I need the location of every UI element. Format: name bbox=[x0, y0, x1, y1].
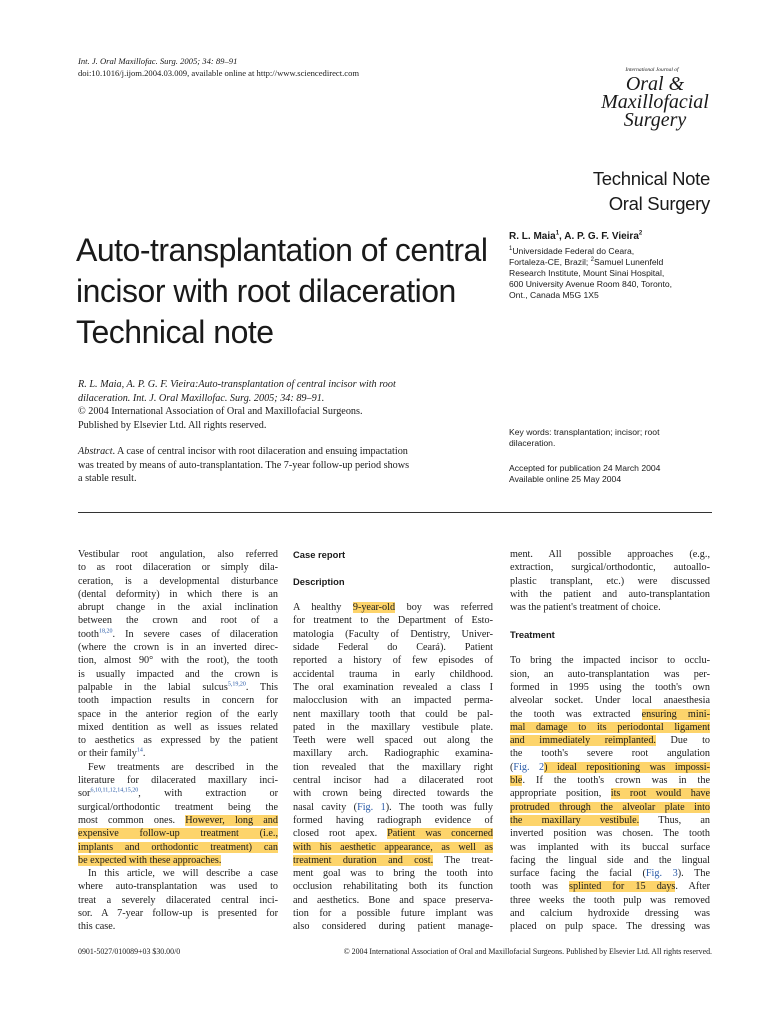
text-line: placed on pulp space. The dressing was bbox=[510, 921, 710, 933]
highlight: ) ideal repositioning was impossi- bbox=[544, 761, 710, 773]
title-line: incisor with root dilaceration bbox=[76, 273, 456, 309]
highlight: be expected with these approaches. bbox=[78, 854, 222, 866]
abstract: Abstract. A case of central incisor with root dilaceration and ensuing impactation was treated by means of auto-transplantation. The 7-year follow-up period shows a stable result. bbox=[78, 446, 410, 484]
reference-citation[interactable]: 5,19,20 bbox=[227, 681, 246, 688]
text-line bbox=[78, 827, 278, 840]
text-line: extraction, surgical/orthodontic, autoallo- bbox=[510, 562, 710, 574]
author-names: R. L. Maia$^1$, A. P. G. F. Vieira$^2$ bbox=[509, 230, 643, 242]
footer-code: 0901-5027/010089+03 $30.00/0 bbox=[78, 947, 181, 956]
text-line bbox=[293, 841, 493, 854]
section-heading-case-report: Case report bbox=[293, 549, 346, 560]
highlight: Patient was concerned bbox=[387, 828, 493, 840]
text-line: between the crown and root of a bbox=[78, 615, 278, 627]
logo-line-1: Oral & bbox=[625, 72, 685, 95]
logo-line-2: Maxillofacial bbox=[601, 90, 709, 113]
text-line: palpable in the labial sulcus$^{5,19,20}$. This bbox=[78, 681, 278, 693]
text-line: the tooth's severe root angulation bbox=[510, 748, 710, 760]
highlight: ensuring mini- bbox=[641, 708, 711, 720]
text-line: (where the crown is in an inverted direc- bbox=[78, 642, 278, 654]
highlight: expensive follow-up treatment (i.e., bbox=[78, 828, 278, 840]
text-line: The oral examination revealed a class I bbox=[293, 681, 493, 693]
column-2 bbox=[293, 548, 493, 934]
text-line: ceration, is a developmental disturbance bbox=[78, 575, 278, 587]
text-line: To bring the impacted incisor to occlu- bbox=[510, 655, 710, 667]
text-line: with the patient and auto-transplantation bbox=[510, 588, 710, 600]
text-line: tion for a possible future implant was bbox=[293, 908, 493, 920]
text-line: mixed dentition as well as issues related bbox=[78, 721, 278, 733]
authors-block bbox=[509, 230, 714, 301]
article-type bbox=[593, 166, 710, 216]
text-line: to aesthetics as expressed by the patient bbox=[78, 735, 278, 747]
text-line bbox=[510, 721, 710, 734]
text-line: malocclusion with an impacted perma- bbox=[293, 695, 493, 707]
abstract-label: Abstract bbox=[78, 446, 113, 457]
text-line: A healthy 9-year-old boy was referred bbox=[293, 602, 494, 614]
text-line: tion revealed that the maxillary right bbox=[293, 761, 493, 773]
text-line: pated in the maxillary vestibule plate. bbox=[293, 721, 493, 733]
text-line: formed in 1995 using the tooth's own bbox=[510, 681, 710, 693]
text-line bbox=[78, 854, 278, 867]
text-line: inverted position was chosen. The tooth bbox=[510, 828, 710, 840]
highlight: implants and orthodontic treatment) can bbox=[78, 841, 278, 853]
publication-dates: Accepted for publication 24 March 2004 Available online 25 May 2004 bbox=[509, 463, 661, 484]
highlight: and immediately reimplanted. bbox=[510, 735, 656, 747]
text-line: was the patient's treatment of choice. bbox=[510, 602, 661, 614]
column-3 bbox=[510, 548, 710, 934]
footer-copyright: © 2004 International Association of Oral and Maxillofacial Surgeons. Published by Elsevier Ltd. All rights reserved. bbox=[343, 947, 712, 956]
text-line: surgical/orthodontic treatment being the bbox=[78, 801, 278, 813]
text-line: also considered during patient manage- bbox=[293, 921, 493, 933]
text-line: tooth impaction results in concern for bbox=[78, 695, 278, 707]
text-line: (Fig. 2) ideal repositioning was impossi- bbox=[510, 761, 710, 773]
text-line bbox=[78, 841, 278, 854]
text-line: sion, an auto-transplantation was per- bbox=[510, 668, 710, 680]
text-line: alveolar socket. Under local anaesthesia bbox=[510, 695, 710, 707]
text-line: plastic transplant, etc.) were discussed bbox=[510, 575, 710, 587]
text-line: tooth was splinted for 15 days. After bbox=[510, 881, 710, 893]
text-line: most common ones. However, long and bbox=[78, 814, 278, 826]
section-heading-treatment: Treatment bbox=[510, 628, 555, 640]
reference-citation[interactable]: 6,10,11,12,14,15,20 bbox=[90, 787, 139, 794]
section-divider bbox=[78, 512, 712, 513]
doi-line: doi:10.1016/j.ijom.2004.03.009, available online at http://www.sciencedirect.com bbox=[78, 67, 360, 78]
text-line: and aesthetics. Bone and space preserva- bbox=[293, 894, 493, 906]
highlight: its root would have bbox=[610, 788, 710, 800]
text-line: sidade Federal do Ceará). Patient bbox=[293, 642, 493, 654]
column-1 bbox=[78, 548, 278, 934]
text-line bbox=[510, 801, 710, 814]
highlight: splinted for 15 days bbox=[569, 881, 676, 893]
highlight: However, long and bbox=[185, 814, 278, 826]
article-type-line-2: Oral Surgery bbox=[608, 193, 710, 214]
figure-1-link[interactable]: Fig. 1 bbox=[357, 801, 386, 813]
text-line: this case. bbox=[78, 921, 116, 933]
text-line: sor$^{6,10,11,12,14,15,20}$, with extraction or bbox=[78, 787, 278, 800]
reference-citation[interactable]: 18,20 bbox=[98, 628, 113, 635]
text-line: maxillary arch. Radiographic examina- bbox=[293, 748, 493, 760]
text-line: tooth$^{18,20}$. In severe cases of dilaceration bbox=[78, 628, 278, 640]
text-line: accidental trauma in early childhood. bbox=[293, 668, 493, 680]
highlight: treatment duration and cost. bbox=[293, 854, 434, 866]
logo-line-3: Surgery bbox=[623, 108, 687, 131]
text-line: the tooth was extracted ensuring mini- bbox=[510, 708, 711, 720]
text-line: and immediately reimplanted. Due to bbox=[510, 735, 710, 747]
article-title bbox=[76, 230, 496, 353]
text-line: surface facing the facial (Fig. 3). The bbox=[510, 868, 710, 880]
text-line: or their family$^{14}$. bbox=[78, 748, 146, 760]
highlight: mal damage to its periodontal ligament bbox=[510, 721, 710, 733]
highlight: ble bbox=[510, 775, 523, 787]
text-line: was implanted with its buccal surface bbox=[510, 841, 710, 853]
journal-reference bbox=[78, 56, 359, 79]
text-line: closed root apex. Patient was concerned bbox=[293, 828, 493, 840]
logo-small-text: International Journal of bbox=[625, 67, 679, 73]
title-line: Auto-transplantation of central bbox=[76, 232, 488, 268]
text-line: treat a severely dilacerated central inci- bbox=[78, 894, 278, 906]
text-line: abrupt change in the axial inclination bbox=[78, 602, 278, 614]
text-line: Vestibular root angulation, also referred bbox=[78, 549, 278, 560]
text-line: nent maxillary tooth that could be pal- bbox=[293, 708, 493, 720]
text-line: ment. All possible approaches (e.g., bbox=[510, 549, 710, 560]
text-line: appropriate position, its root would have bbox=[510, 788, 710, 800]
citation-block: R. L. Maia, A. P. G. F. Vieira:Auto-transplantation of central incisor with root dilaceration. Int. J. Oral Maxillofac. Surg. 2005; 34: 89–91. © 2004 International Association of Oral and Maxillofacial Surgeons. Published by Elsevier Ltd. All rights reserved. bbox=[78, 379, 396, 431]
text-line: three weeks the tooth pulp was removed bbox=[510, 894, 710, 906]
text-line: central incisor had a dilacerated root bbox=[293, 775, 493, 787]
text-line: and calcium hydroxide dressing was bbox=[510, 908, 710, 920]
figure-3-link[interactable]: Fig. 3 bbox=[645, 868, 678, 880]
text-line: for treatment to the Department of Esto- bbox=[293, 615, 493, 627]
text-line: to as root dilaceration or simply dila- bbox=[78, 562, 278, 574]
keywords: Key words: transplantation; incisor; root dilaceration. bbox=[509, 427, 660, 448]
text-line: facing the lingual side and the lingual bbox=[510, 854, 710, 866]
affiliations: $^1$Universidade Federal do Ceara, Fortaleza-CE, Brazil; $^2$Samuel Lunenfeld Research Institute, Mount Sinai Hospital, 600 University Avenue Room 840, Toronto, Ont., Canada M5G 1X5 bbox=[509, 246, 673, 300]
text-line: literature for dilacerated maxillary inci- bbox=[78, 775, 278, 787]
highlight: with his aesthetic appearance, as well as bbox=[293, 841, 493, 853]
text-line: nasal cavity (Fig. 1). The tooth was fully bbox=[293, 801, 494, 813]
text-line: matologia (Faculty of Dentistry, Univer- bbox=[293, 628, 493, 640]
text-line: tion, almost 90° with the root), the tooth bbox=[78, 655, 278, 667]
text-line: ment goal was to bring the tooth into bbox=[293, 868, 493, 880]
text-line: with crown being directed towards the bbox=[293, 788, 493, 800]
highlight: protruded through the alveolar plate into bbox=[510, 801, 710, 813]
text-line: the maxillary vestibule. Thus, an bbox=[510, 814, 711, 826]
highlight: 9-year-old bbox=[352, 602, 396, 614]
section-heading-description: Description bbox=[293, 575, 345, 587]
text-line: occlusion rehabilitating both its function bbox=[293, 881, 493, 893]
text-line: sor. A 7-year follow-up is presented for bbox=[78, 908, 278, 920]
text-line: formed having radiograph evidence of bbox=[293, 814, 493, 826]
figure-2-link[interactable]: Fig. 2 bbox=[513, 761, 545, 773]
journal-logo bbox=[600, 68, 710, 130]
reference-citation[interactable]: 14 bbox=[136, 748, 143, 755]
text-line: space in the anterior region of the early bbox=[78, 708, 278, 720]
article-type-line-1: Technical Note bbox=[592, 168, 710, 189]
text-line: treatment duration and cost. The treat- bbox=[293, 854, 493, 866]
text-line: is usually impacted and the crown is bbox=[78, 668, 278, 680]
title-line: Technical note bbox=[76, 314, 274, 350]
text-line: ble. If the tooth's crown was in the bbox=[510, 775, 710, 787]
journal-citation: Int. J. Oral Maxillofac. Surg. 2005; 34: 89–91 bbox=[78, 56, 238, 66]
text-line: where auto-transplantation was used to bbox=[78, 881, 278, 893]
text-line: (dental deformity) in which there is an bbox=[78, 588, 278, 600]
text-line: Teeth were well spaced out along the bbox=[293, 735, 493, 747]
text-line: reported a history of few episodes of bbox=[293, 655, 493, 667]
text-line: Few treatments are described in the bbox=[88, 761, 278, 773]
highlight: the maxillary vestibule. bbox=[510, 814, 640, 826]
text-line: In this article, we will describe a case bbox=[88, 868, 278, 880]
